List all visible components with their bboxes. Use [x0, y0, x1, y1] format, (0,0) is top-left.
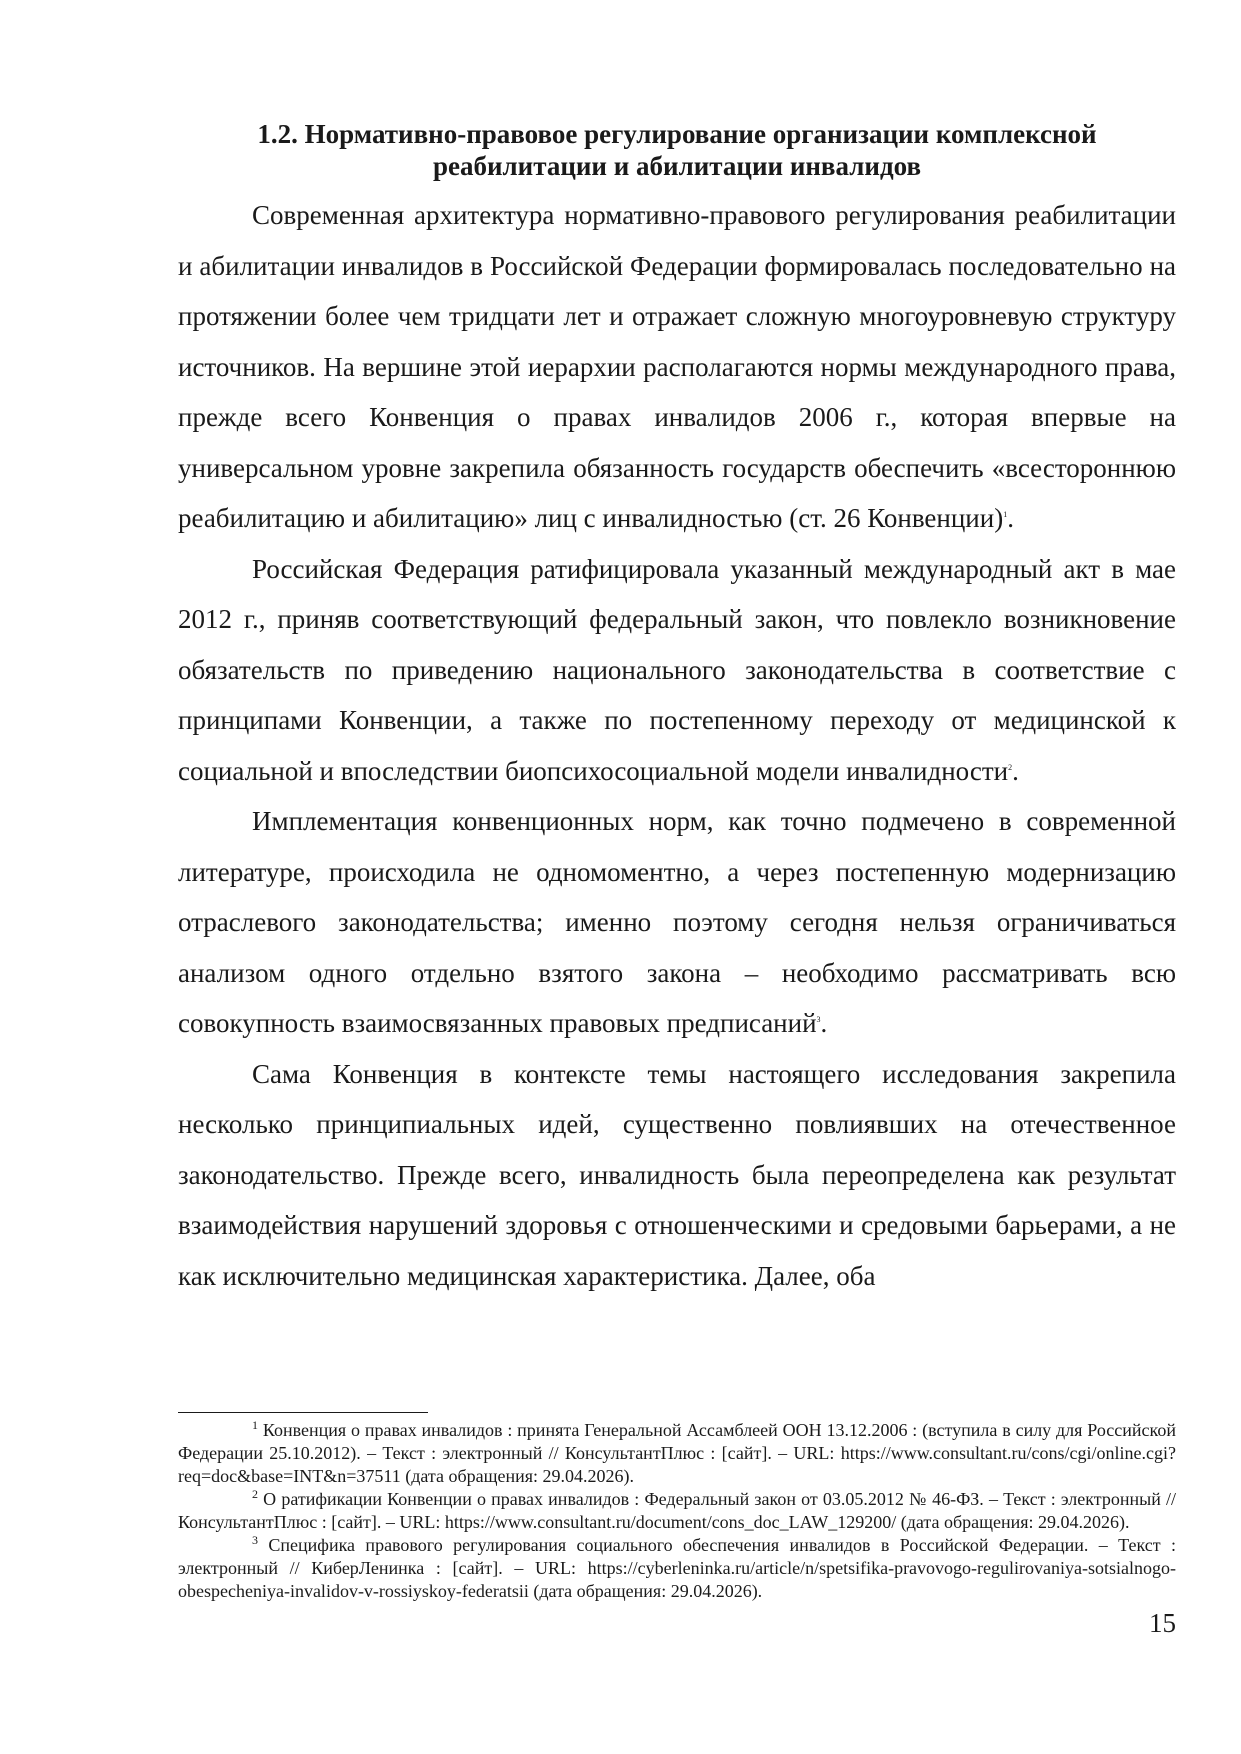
page-body — [178, 118, 1176, 1301]
footnote-number: 3 — [252, 1533, 258, 1547]
paragraph-text: Российская Федерация ратифицировала указанный международный акт в мае 2012 г., приняв соответствующий федеральный закон, что повлекло возникновение обязательств по приведению национального законодательства в соответствие с принципами Конвенции, а также по постепенному переходу от медицинской к социальной и впоследствии биопсихосоциальной модели инвалидности — [178, 553, 1176, 786]
paragraph-1 — [178, 190, 1176, 544]
footnote-3 — [178, 1534, 1176, 1603]
footnote-2 — [178, 1488, 1176, 1534]
paragraph-text: Современная архитектура нормативно-правового регулирования реабилитации и абилитации инвалидов в Российской Федерации формировалась последовательно на протяжении более чем тридцати лет и отражает сложную многоуровневую структуру источников. На вершине этой иерархии располагаются нормы международного права, прежде всего Конвенция о правах инвалидов 2006 г., которая впервые на универсальном уровне закрепила обязанность государств обеспечить «всестороннюю реабилитацию и абилитацию» лиц с инвалидностью (ст. 26 Конвенции) — [178, 200, 1176, 533]
footnote-ref-3[interactable]: 3 — [816, 1015, 821, 1024]
paragraph-4 — [178, 1049, 1176, 1302]
paragraph-tail: . — [1012, 755, 1019, 786]
section-title-line-2: реабилитации и абилитации инвалидов — [432, 151, 922, 181]
paragraph-tail: . — [820, 1008, 828, 1038]
paragraph-text: Имплементация конвенционных норм, как точно подмечено в современной литературе, происходила не одномоментно, а через постепенную модернизацию отраслевого законодательства; именно поэтому сегодня нельзя ограничиваться анализом одного отдельно взятого закона – необходимо рассматривать всю совокупность взаимосвязанных правовых предписаний — [178, 806, 1176, 1038]
paragraph-3 — [178, 796, 1176, 1049]
section-title-line-1: 1.2. Нормативно-правовое регулирование организации комплексной — [257, 119, 1097, 149]
footnote-text: Конвенция о правах инвалидов : принята Генеральной Ассамблеей ООН 13.12.2006 : (вступила в силу для Российской Федерации 25.10.2012). – Текст : электронный // КонсультантПлюс : [сайт]. – URL: https://www.consultant.ru/cons/cgi/online.cgi?req=doc&base=INT&n=37511 (дата обращения: 29.04.2026). — [178, 1420, 1176, 1486]
footnote-number: 1 — [252, 1418, 258, 1432]
paragraph-2 — [178, 544, 1176, 797]
footnote-ref-2[interactable]: 2 — [1008, 762, 1013, 772]
section-title — [178, 118, 1176, 182]
footnote-text: Специфика правового регулирования социального обеспечения инвалидов в Российской Федерации. – Текст : электронный // КиберЛенинка : [сайт]. – URL: https://cyberleninka.ru/article/n/spetsifika-pravovogo-regulirovaniya-sotsialnogo-obespecheniya-invalidov-v-rossiyskoy-federatsii (дата обращения: 29.04.2026). — [178, 1535, 1176, 1601]
footnote-number: 2 — [252, 1487, 258, 1501]
footnote-1 — [178, 1419, 1176, 1488]
footnote-separator — [178, 1412, 428, 1413]
footnote-ref-1[interactable]: 1 — [1003, 510, 1008, 519]
footnotes — [178, 1419, 1176, 1603]
paragraph-tail: . — [1007, 503, 1014, 533]
page-number: 15 — [1149, 1608, 1176, 1638]
footnote-text: О ратификации Конвенции о правах инвалидов : Федеральный закон от 03.05.2012 № 46-ФЗ. – Текст : электронный // КонсультантПлюс : [сайт]. – URL: https://www.consultant.ru/document/cons_doc_LAW_129200/ (дата обращения: 29.04.2026). — [178, 1489, 1177, 1532]
paragraph-text: Сама Конвенция в контексте темы настоящего исследования закрепила несколько принципиальных идей, существенно повлиявших на отечественное законодательство. Прежде всего, инвалидность была переопределена как результат взаимодействия нарушений здоровья с отношенческими и средовыми барьерами, а не как исключительно медицинская характеристика. Далее, оба — [178, 1058, 1176, 1291]
